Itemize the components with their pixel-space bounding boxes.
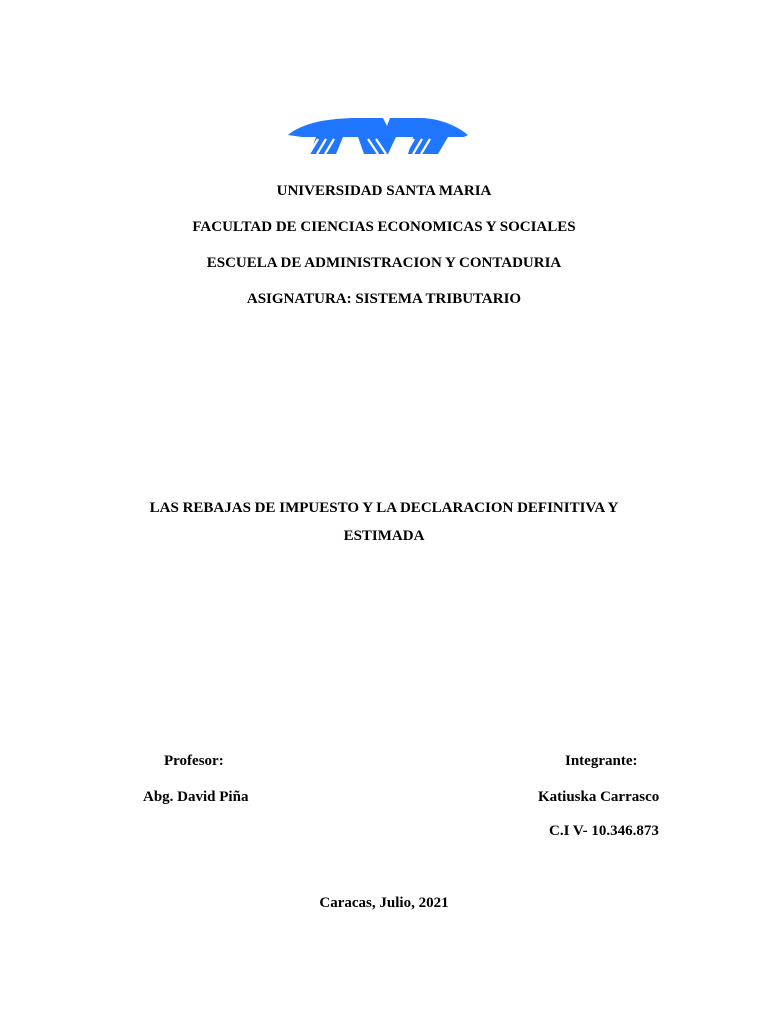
- member-label: Integrante:: [565, 753, 638, 769]
- professor-name: Abg. David Piña: [143, 789, 249, 805]
- place-date: Caracas, Julio, 2021: [319, 895, 449, 911]
- member-id: C.I V- 10.346.873: [549, 823, 659, 839]
- university-name: UNIVERSIDAD SANTA MARIA: [276, 183, 492, 199]
- document-title-line-1: LAS REBAJAS DE IMPUESTO Y LA DECLARACION DEFINITIVA Y: [149, 500, 619, 516]
- professor-label: Profesor:: [164, 753, 224, 769]
- school-name: ESCUELA DE ADMINISTRACION Y CONTADURIA: [206, 255, 562, 271]
- faculty-name: FACULTAD DE CIENCIAS ECONOMICAS Y SOCIALES: [192, 219, 576, 235]
- subject-name: ASIGNATURA: SISTEMA TRIBUTARIO: [246, 291, 522, 307]
- university-logo-icon: [288, 117, 468, 155]
- document-title-line-2: ESTIMADA: [343, 528, 425, 544]
- member-name: Katiuska Carrasco: [538, 789, 660, 805]
